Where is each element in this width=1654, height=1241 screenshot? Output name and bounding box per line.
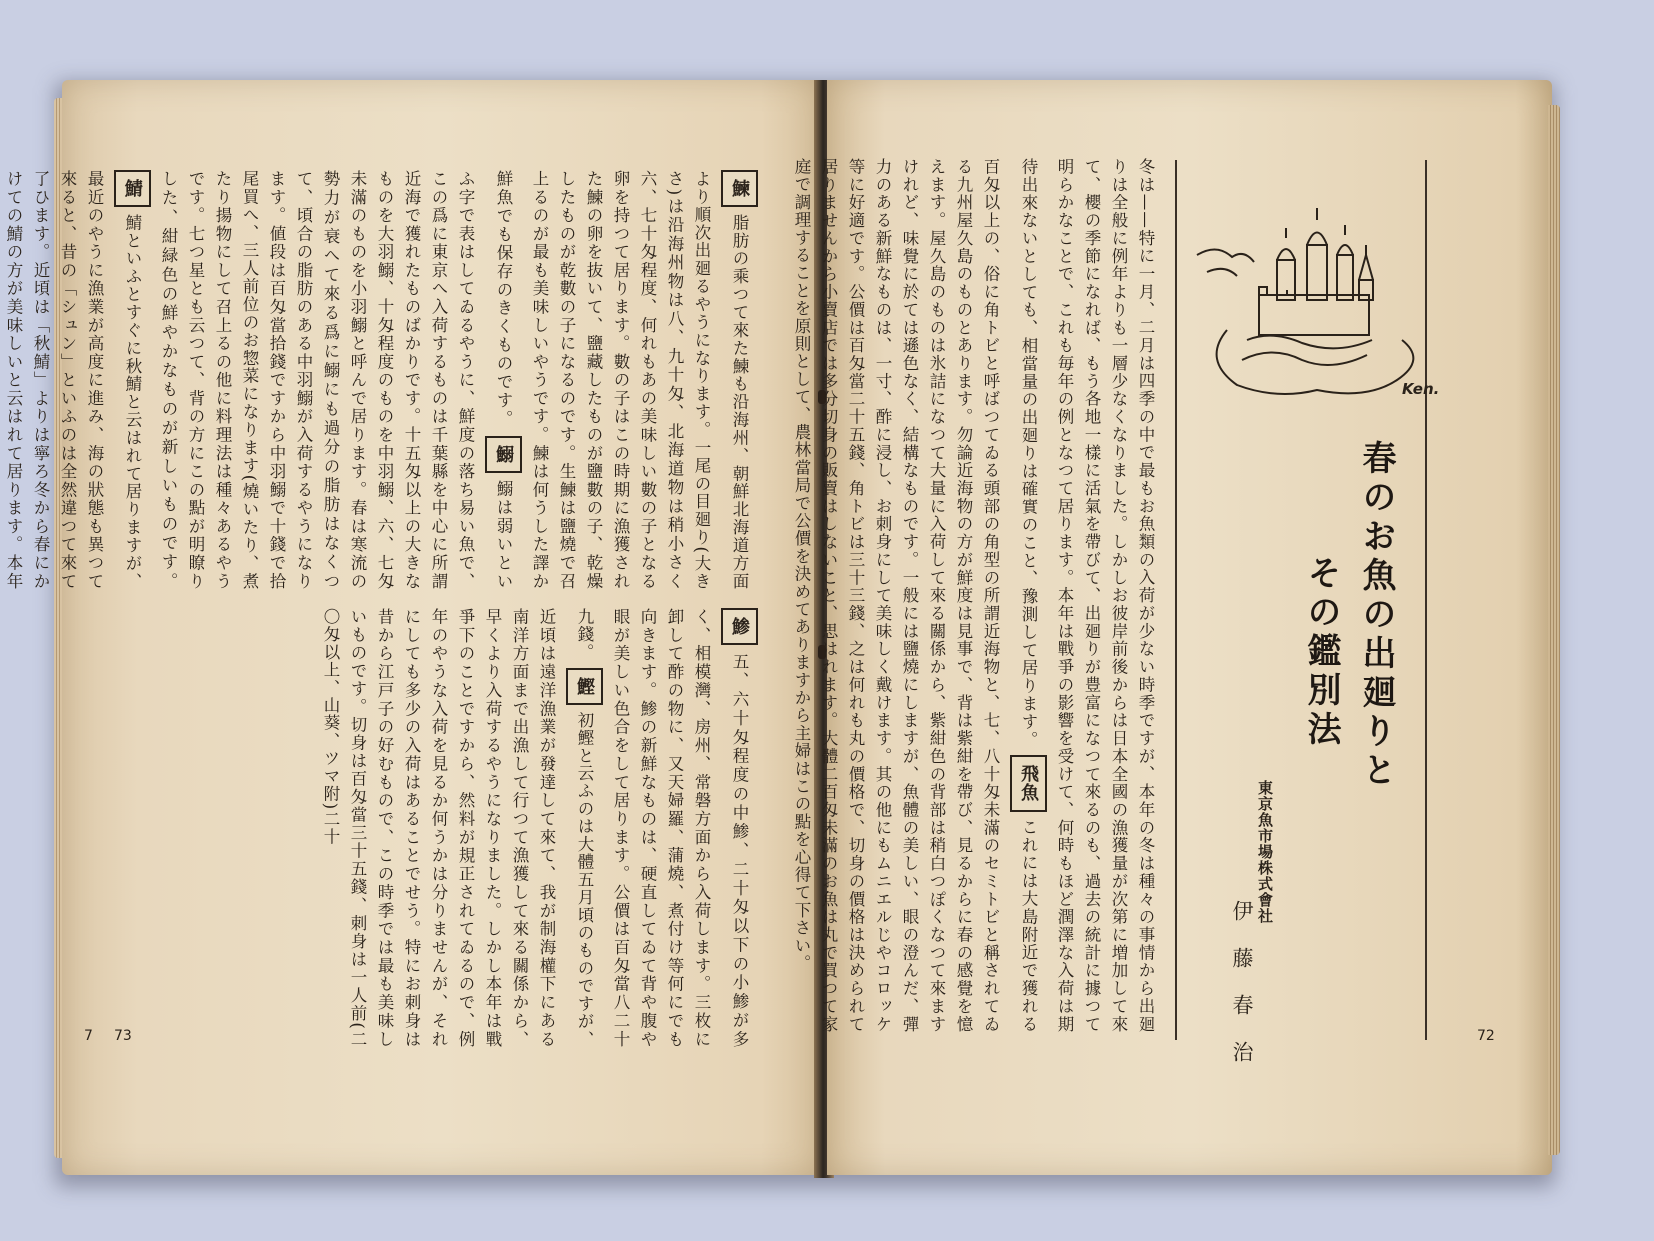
page-number-left: 73: [114, 1028, 132, 1044]
castle-cloud-illustration: [1187, 200, 1440, 400]
iwashi-paragraph: 鰯は弱いといふ字で表はしてゐるやうに、鮮度の落ち易い魚で、この爲に東京へ入荷するものは千葉縣を中心に所謂近海で獲れたものばかりです。十五匁以上の大きなものを大羽鰯、十匁程度のものを中羽鰯、六、七匁未滿のものを小羽鰯と呼んで居ります。春は寒流の勢力が衰へて來る爲に鰯にも過分の脂肪はなくつて、頃合の脂肪のある中羽鰯が入荷するやうになります。値段は百匁當拾錢ですから中羽鰯で十錢で拾尾買へ、三人前位のお惣菜になります(燒いたり、煮たり揚物にして召上るの他に料理法は種々あるやうです。七つ星とも云つて、背の方にこの點が明瞭りした、紺緑色の鮮やかなものが新しいものです。: [159, 170, 513, 590]
left-page: [4, 80, 822, 1175]
iwashi-heading: 鰯: [485, 436, 522, 473]
saba-paragraph: 鯖といふとすぐに秋鯖と云はれて居りますが、最近のやうに漁業が高度に進み、海の狀態も異つて來ると、昔の「シュン」といふのは全然違つて來て了ひます。近頃は「秋鯖」よりは寧ろ冬から春にかけての鯖の方が美味しいと云はれて居ります。本年: [4, 170, 142, 590]
illustration-signature: Ken.: [1402, 380, 1440, 398]
saba-heading: 鯖: [114, 170, 151, 207]
tobiuo-paragraph: これには大島附近で獲れる百匁以上の、俗に角トビと呼ばつてゐる頭部の角型の所謂近海物と、七、八十匁未滿のセミトビと稱されてゐる九州屋久島のものとあります。勿論近海物の方が鮮度は見事で、背は紫紺を帶び、見るからに春の感覺を憶えます。屋久島のものは氷詰になつて大量に入荷して來る關係から、紫紺色の背部は稍白つぽくなつて來ますけれど、味覺に於ては遜色なく、結構なものです。一般には鹽燒にしますが、魚體の美しい、眼の澄んだ、彈力のある新鮮なものは、一寸、酢に浸し、お刺身にして美味しく戴けます。其の他にもムニエルじやコロッケ等に好適です。公價は百匁當二十五錢、角トビは三十三錢、之は何れも丸の價格で、切身の價格は決められて居りませんから小賣店では多分切身の販賣はしないこと、思はれます。大體二百匁未滿のお魚は丸で買つて家庭で調理することを原則として、農林當局で公價を決めてありますから主婦はこの點を心得て下さい。: [792, 158, 1038, 1033]
right-page: [792, 80, 1552, 1175]
page-number-right: 72: [1477, 1028, 1495, 1044]
left-lower-text: [162, 608, 762, 1048]
intro-paragraph: 冬は——特に一月、二月は四季の中で最もお魚類の入荷が少ない時季ですが、本年の冬は種々の事情から出廻りは全般に例年よりも一層少なくなりました。しかしお彼岸前後からは日本全國の漁獲量が次第に増加して來て、櫻の季節になれば、もう各地一樣に活氣を帶びて、出廻りが豊富になつて來るのも、過去の統計に據つて明らかなことで、これも毎年の例となつて居ります。本年は戰爭の影響を受けて、何時もほど潤澤な入荷は期待出來ないとしても、相當量の出廻りは確實のこと、豫測して居ります。: [1019, 158, 1155, 1033]
nishin-heading: 鰊: [721, 170, 758, 207]
open-book: [4, 80, 1554, 1180]
right-body-text: [792, 158, 1159, 1033]
left-edge-number: 7: [84, 1028, 93, 1044]
tobiuo-heading: 飛魚: [1010, 755, 1047, 811]
author-name: 伊藤春治: [1230, 900, 1254, 1088]
left-upper-text: [4, 170, 762, 590]
title-frame-left-rule: [1175, 160, 1177, 1040]
nishin-paragraph: 脂肪の乘つて來た鰊も沿海州、朝鮮北海道方面より順次出廻るやうになります。一尾の目廻り(大きさ)は沿海州物は八、九十匁、北海道物は稍小さく六、七十匁程度、何れもあの美味しい數の子となる卵を持つて居ります。數の子はこの時期に漁獲された鰊の卵を抜いて、鹽藏したものが鹽數の子、乾燥したものが乾數の子になるのです。生鰊は鹽燒で召上るのが最も美味しいやうです。鰊は何うした譯か鮮魚でも保存のきくものです。: [494, 170, 749, 590]
katsuo-paragraph: 初鰹と云ふのは大體五月頃のものですが、近頃は遠洋漁業が發達して來て、我が制海權下にある南洋方面まで出漁して行つて漁獲して來る關係から、早くより入荷するやうになりました。しかし本年は戰爭下のことですから、然料が規正されてゐるので、例年のやうな入荷を見るか何うかは分りませんが、それにしても多少の入荷はあることでせう。特にお刺身は昔から江戸子の好むもので、この時季では最も美味しいものです。切身は百匁當三十五錢、刺身は一人前(二〇匁以上、山葵、ツマ附)二十: [321, 608, 594, 1048]
aji-heading: 鯵: [721, 608, 758, 645]
katsuo-heading: 鰹: [566, 668, 603, 705]
aji-paragraph: 五、六十匁程度の中鯵、二十匁以下の小鯵が多く、相模灣、房州、常磐方面から入荷します。三枚に卸して酢の物に、又天婦羅、蒲燒、煮付け等何にでも向きます。鯵の新鮮なものは、硬直してゐて背や腹や眼が美しい色合をして居ります。公價は百匁當八二十九錢。: [575, 608, 749, 1048]
right-page-edges: [1548, 105, 1560, 1155]
author-affiliation: 東京魚市場株式會社: [1256, 780, 1274, 924]
article-title-line2: その鑑別法: [1301, 555, 1341, 750]
article-title-line1: 春のお魚の出廻りと: [1356, 440, 1396, 791]
